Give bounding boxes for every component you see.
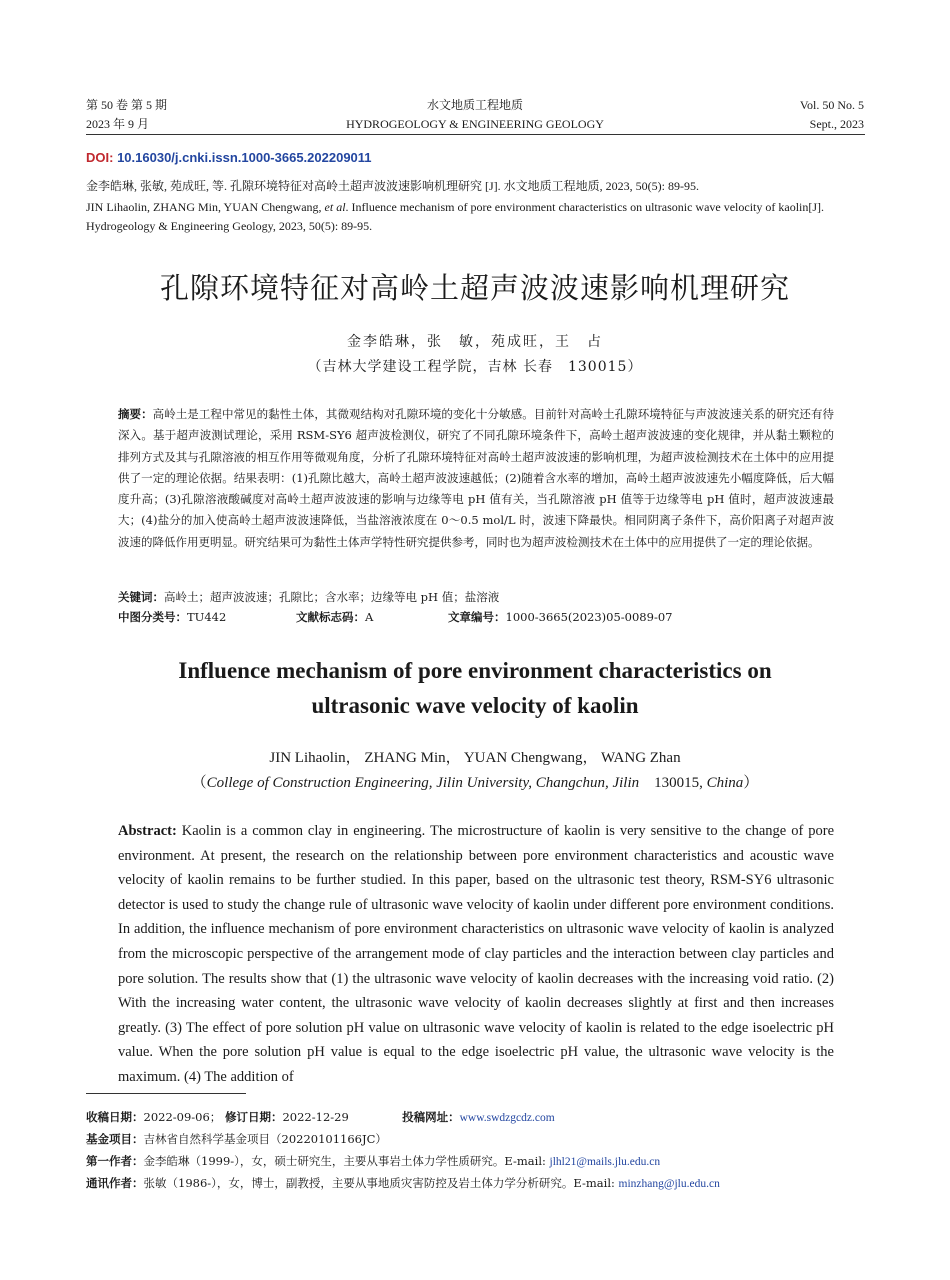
citation-en-authors: JIN Lihaolin, ZHANG Min, YUAN Chengwang, (86, 200, 325, 214)
keywords-label: 关键词： (118, 590, 164, 604)
revised-label: 修订日期： (224, 1110, 283, 1124)
volume-issue: 第 50 卷 第 5 期 (86, 98, 168, 112)
affiliation-zh: （吉林大学建设工程学院，吉林 长春 130015） (307, 359, 643, 375)
authors-en: JIN Lihaolin， ZHANG Min， YUAN Chengwang， WANG Zhan (269, 750, 681, 766)
footnote-corresponding-author (86, 1174, 886, 1193)
footnote-first-author (86, 1152, 886, 1171)
footnote-divider (86, 1093, 246, 1094)
header-right (800, 96, 864, 134)
affiliation-postal: 130015, (654, 775, 703, 791)
corresponding-author-value: 张敏（1986-），女，博士，副教授，主要从事地质灾害防控及岩土体力学分析研究。E-mail: (143, 1176, 619, 1190)
affiliation-open: （ (191, 775, 207, 791)
citation-zh: 金李皓琳, 张敏, 苑成旺, 等. 孔隙环境特征对高岭土超声波波速影响机理研究 [J]. 水文地质工程地质, 2023, 50(5): 89-95. (86, 179, 699, 193)
keywords-text: 高岭土；超声波波速；孔隙比；含水率；边缘等电 pH 值；盐溶液 (164, 590, 500, 604)
revised-date: 2022-12-29 (282, 1110, 349, 1124)
received-label: 收稿日期： (86, 1110, 144, 1124)
affiliation-institution: College of Construction Engineering, Jilin University, Changchun, Jilin (206, 775, 640, 791)
citation-en (86, 198, 866, 236)
clc-label: 中图分类号： (118, 610, 187, 624)
footnote-dates (86, 1108, 886, 1127)
clc-number (118, 608, 226, 627)
citation-en-rest: . Influence mechanism of pore environment characteristics on ultrasonic wave velocity of kaolin[J]. Hydrogeology & Engineering Geology, 2023, 50(5): 89-95. (86, 200, 825, 233)
authors-zh: 金李皓琳，张 敏，苑成旺，王 占 (347, 334, 603, 350)
keywords-zh (118, 588, 834, 607)
header-divider (86, 134, 865, 135)
citation-en-etal: et al (324, 200, 346, 214)
article-number-label: 文章编号： (448, 610, 506, 624)
doc-code-value: A (365, 610, 374, 624)
first-author-email-link[interactable]: jlhl21@mails.jlu.edu.cn (549, 1156, 661, 1168)
first-author-value: 金李皓琳（1999-），女，硕士研究生，主要从事岩土体力学性质研究。E-mail: (143, 1154, 550, 1168)
doi-link[interactable]: 10.16030/j.cnki.issn.1000-3665.202209011 (117, 150, 372, 165)
funding-value: 吉林省自然科学基金项目（20220101166JC） (143, 1132, 387, 1146)
title-zh: 孔隙环境特征对高岭土超声波波速影响机理研究 (159, 271, 790, 305)
abstract-zh (118, 404, 834, 553)
abstract-en-label: Abstract: (118, 823, 177, 839)
clc-value: TU442 (187, 610, 227, 624)
journal-name-en: HYDROGEOLOGY & ENGINEERING GEOLOGY (346, 117, 604, 131)
doi-label: DOI: (86, 150, 114, 165)
title-en-line1: Influence mechanism of pore environment characteristics on (178, 658, 772, 683)
abstract-zh-text: 高岭土是工程中常见的黏性土体，其微观结构对孔隙环境的变化十分敏感。目前针对高岭土孔隙环境特征与声波波速关系的研究还有待深入。基于超声波测试理论，采用 RSM-SY6 超声波检测仪，研究了不同孔隙环境条件下，高岭土超声波波速的变化规律，并从黏土颗粒的排列方式及其与孔隙溶液的相互作用等微观角度，分析了孔隙环境特征对高岭土超声波波速的影响机理，为超声波检测技术在土体中的应用提供了一定的理论依据。结果表明：(1)孔隙比越大，高岭土超声波波速越低；(2)随着含水率的增加，高岭土超声波波速先小幅度降低，后大幅度升高；(3)孔隙溶液酸碱度对高岭土超声波波速的影响与边缘等电 pH 值有关，当孔隙溶液 pH 值等于边缘等电 pH 值时，超声波波速最大；(4)盐分的加入使高岭土超声波波速降低，当盐溶液浓度在 0～0.5 mol/L 时，波速下降最快。相同阴离子条件下，高价阳离子对超声波波速的降低作用更明显。研究结果可为黏性土体声学特性研究提供参考，同时也为超声波检测技术在土体中的应用提供了一定的理论依据。 (118, 407, 835, 549)
funding-label: 基金项目： (86, 1132, 144, 1146)
article-number-value: 1000-3665(2023)05-0089-07 (505, 610, 673, 624)
submission-site-link[interactable]: www.swdzgcdz.com (459, 1112, 555, 1124)
journal-name-zh: 水文地质工程地质 (426, 98, 523, 112)
affiliation-en (0, 771, 950, 792)
received-date: 2022-09-06； (143, 1110, 222, 1124)
first-author-label: 第一作者： (86, 1154, 144, 1168)
issue-date: 2023 年 9 月 (86, 117, 150, 131)
corresponding-author-label: 通讯作者： (86, 1176, 144, 1190)
title-en-line2: ultrasonic wave velocity of kaolin (311, 693, 639, 718)
abstract-en (118, 819, 834, 1090)
abstract-en-text: Kaolin is a common clay in engineering. The microstructure of kaolin is very sensitive to the change of pore environment. At present, the research on the relationship between pore environment characteristics and acoustic wave velocity of kaolin remains to be further studied. In this paper, based on the ultrasonic test theory, RSM-SY6 ultrasonic detector is used to study the change rule of ultrasonic wave velocity of kaolin under different pore environment conditions. In addition, the influence mechanism of pore environment characteristics on ultrasonic wave velocity of kaolin is analyzed from the microscopic perspective of the arrangement mode of clay particles and the interaction between clay particles and pore solution. The results show that (1) the ultrasonic wave velocity of kaolin decreases with the increasing void ratio. (2) With the increasing water content, the ultrasonic wave velocity of kaolin decreases slightly at first and then increases greatly. (3) The effect of pore solution pH value on ultrasonic wave velocity of kaolin is related to the edge isoelectric pH value. When the pore solution pH value is equal to the edge isoelectric pH value, the ultrasonic wave velocity is the maximum. (4) The addition of (118, 823, 835, 1085)
affiliation-country: China (706, 775, 744, 791)
title-en (0, 653, 950, 723)
doi (86, 150, 372, 165)
abstract-zh-label: 摘要： (118, 407, 153, 421)
document-code (296, 608, 373, 627)
corresponding-author-email-link[interactable]: minzhang@jlu.edu.cn (618, 1178, 720, 1190)
doc-code-label: 文献标志码： (296, 610, 365, 624)
volume-issue-en: Vol. 50 No. 5 (799, 98, 864, 112)
affiliation-close: ） (743, 775, 759, 791)
footnote-funding (86, 1130, 886, 1148)
article-number (448, 608, 672, 627)
submission-site-label: 投稿网址： (402, 1110, 460, 1124)
issue-date-en: Sept., 2023 (809, 117, 864, 131)
